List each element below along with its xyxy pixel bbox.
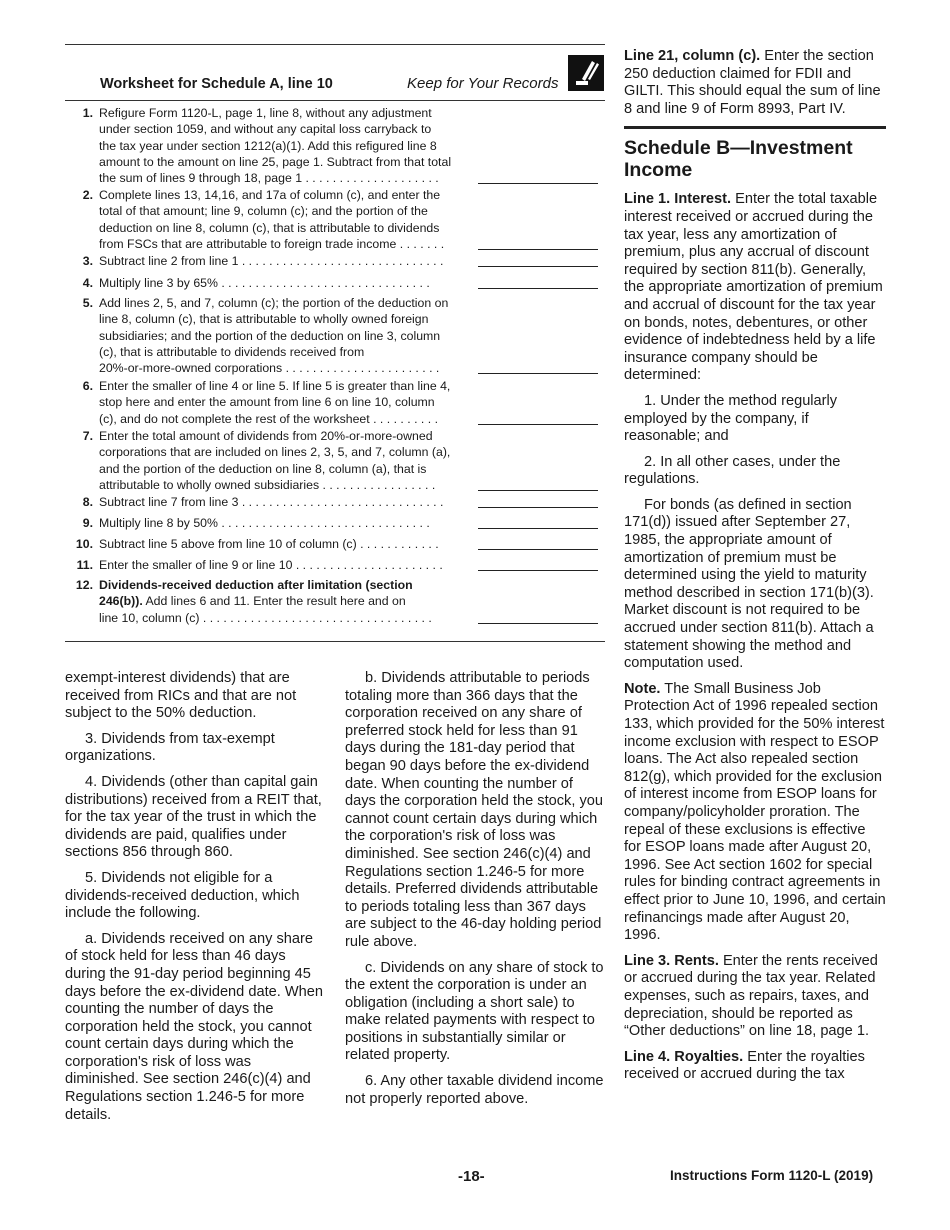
answer-field[interactable] — [478, 490, 598, 491]
line3-paragraph — [624, 953, 886, 1041]
line-number: 8. — [82, 495, 93, 509]
answer-field[interactable] — [478, 249, 598, 250]
line-number: 2. — [82, 188, 93, 202]
line-number: 11. — [76, 558, 93, 572]
line4-lead: Line 4. Royalties. — [624, 1048, 744, 1065]
paragraph: 4. Dividends (other than capital gain distributions) received from a REIT that, for the tax year of the trust in which the dividends are paid, qualifies under sections 856 through 860. — [65, 773, 322, 861]
worksheet-header-rule — [65, 100, 605, 101]
line-text: Subtract line 7 from line 3 . . . . . . . . . . . . . . . . . . . . . . . . . . . . . . — [99, 495, 444, 509]
paragraph: a. Dividends received on any share of stock held for less than 46 days during the 91-day period beginning 45 days before the ex-dividend date. When counting the number of days the corporation held the stock, you cannot count certain days during which the corporation's risk of loss was diminished. See section 246(c)(4) and Regulations section 1.246-5 for more details. — [65, 930, 323, 1123]
line1-text: Enter the total taxable interest received or accrued during the tax year, less any amortization of premium, plus any accrual of discount required by section 811(b). Generally, the appropriate amortization of premium and accrual of discount for the tax year on bonds, notes, debentures, or other evidence of indebtedness held by a life insurance company should be determined: — [624, 191, 883, 384]
keep-records-label: Keep for Your Records — [407, 75, 559, 92]
worksheet — [65, 44, 605, 642]
line-number: 12. — [75, 578, 93, 592]
line-number: 5. — [82, 296, 93, 310]
page-number: -18- — [458, 1168, 485, 1185]
line3-lead: Line 3. Rents. — [624, 952, 719, 969]
note-paragraph — [624, 681, 886, 945]
line1-lead: Line 1. Interest. — [624, 191, 732, 208]
line-number: 4. — [82, 276, 93, 290]
list-item-2: 2. In all other cases, under the regulations. — [624, 453, 841, 488]
answer-field[interactable] — [478, 570, 598, 571]
paragraph: b. Dividends attributable to periods totaling more than 366 days that the corporation received on any share of preferred stock held for less than 91 days during the 181-day period that began 90 days before the ex-dividend date. When counting the number of days the corporation held the stock, you cannot count certain days during which the corporation's risk of loss was diminished. See section 246(c)(4) and Regulations section 1.246-5 for more details. Preferred dividends attributable to periods totaling less than 367 days are subject to the 46-day holding period rule above. — [345, 670, 603, 950]
line-text: Refigure Form 1120-L, page 1, line 8, without any adjustment under section 1059, and without any capital loss carryback to the tax year under section 1212(a)(1). Add this refigured line 8 amount to the amount on line 25, page 1. Subtract from that total the sum of lines 9 through 18, page 1 . . . . . . . . . . . . . . . . . . . . — [99, 106, 452, 186]
line-text: Enter the total amount of dividends from 20%-or-more-owned corporations that are included on lines 2, 3, 5, and 7, column (a), and the portion of the deduction on line 8, column (a), that is attributable to wholly owned subsidiaries . . . . . . . . . . . . . . . . . — [99, 429, 451, 492]
worksheet-header — [65, 45, 605, 97]
line-text: Subtract line 2 from line 1 . . . . . . . . . . . . . . . . . . . . . . . . . . . . . . — [99, 254, 444, 268]
answer-field[interactable] — [478, 183, 598, 184]
answer-field[interactable] — [478, 507, 598, 508]
line-text: Subtract line 5 above from line 10 of column (c) . . . . . . . . . . . . — [99, 537, 439, 551]
line-text — [99, 577, 471, 626]
line-text: Multiply line 8 by 50% . . . . . . . . . . . . . . . . . . . . . . . . . . . . . . . — [99, 516, 430, 530]
line21-paragraph — [624, 48, 886, 118]
answer-field[interactable] — [478, 424, 598, 425]
answer-field[interactable] — [478, 266, 598, 267]
line-text-bold: Dividends-received deduction after limitation (section 246(b)). — [99, 578, 413, 609]
line-text-rest: Add lines 6 and 11. Enter the result here and on line 10, column (c) . . . . . . . . . . . . . . . . . . . . . . . . . . . . . . . . . . — [99, 594, 432, 625]
line-number: 10. — [75, 537, 93, 551]
line-number: 7. — [82, 429, 93, 443]
records-keeper-icon — [568, 55, 604, 91]
line21-lead: Line 21, column (c). — [624, 48, 761, 64]
left-column — [65, 670, 323, 1132]
note-lead: Note. — [624, 680, 661, 697]
list-item-1: 1. Under the method regularly employed by the company, if reasonable; and — [624, 392, 838, 445]
line-text: Enter the smaller of line 9 or line 10 . . . . . . . . . . . . . . . . . . . . . . — [99, 558, 443, 572]
line-number: 9. — [82, 516, 93, 530]
bonds-paragraph: For bonds (as defined in section 171(d)) issued after September 27, 1985, the appropriate amount of amortization of premium must be determined using the yield to maturity method described in section 171(b)(3). Market discount is not required to be accrued under section 811(b). Attach a statement showing the method and computation used. — [624, 496, 874, 672]
paragraph: 3. Dividends from tax-exempt organizations. — [65, 730, 275, 765]
section-rule — [624, 126, 886, 129]
note-text: The Small Business Job Protection Act of 1996 repealed section 133, which provided for the 50% interest income exclusion with respect to ESOP loans. The Act also repealed section 812(g), which provided for the exclusion of interest income from ESOP loans for company/policyholder proration. The repeal of these exclusions is effective for ESOP loans made after August 20, 1996. See Act section 1602 for special rules for binding contract agreements in effect prior to June 10, 1996, and certain refinancings made after August 20, 1996. — [624, 680, 886, 944]
form-name: Instructions Form 1120-L (2019) — [670, 1168, 874, 1183]
line-text: Complete lines 13, 14,16, and 17a of column (c), and enter the total of that amount; line 9, column (c); and the portion of the deduction on line 8, column (c), that is attributable to dividends from FSCs that are attributable to foreign trade income . . . . . . . — [99, 188, 445, 251]
line-number: 3. — [82, 254, 93, 268]
line4-paragraph — [624, 1049, 886, 1084]
answer-field[interactable] — [478, 549, 598, 550]
schedule-b-heading: Schedule B—Investment Income — [624, 137, 853, 182]
answer-field[interactable] — [478, 623, 598, 624]
line3-text: Enter the rents received or accrued during the tax year. Related expenses, such as repairs, taxes, and depreciation, should be reported as “Other deductions” on line 18, page 1. — [624, 952, 878, 1040]
answer-field[interactable] — [478, 528, 598, 529]
right-column — [624, 48, 886, 1092]
paragraph: exempt-interest dividends) that are received from RICs and that are not subject to the 50% deduction. — [65, 670, 297, 722]
line-number: 1. — [82, 106, 93, 120]
line-text: Enter the smaller of line 4 or line 5. If line 5 is greater than line 4, stop here and enter the amount from line 6 on line 10, column (c), and do not complete the rest of the worksheet . . . . . . . . . . — [99, 379, 451, 426]
paragraph: c. Dividends on any share of stock to the extent the corporation is under an obligation (including a short sale) to make related payments with respect to positions in substantially similar or related property. — [345, 959, 604, 1064]
line-number: 6. — [82, 379, 93, 393]
paragraph: 5. Dividends not eligible for a dividends-received deduction, which include the following. — [65, 869, 300, 922]
line1-paragraph — [624, 191, 886, 385]
paragraph: 6. Any other taxable dividend income not properly reported above. — [345, 1073, 604, 1107]
answer-field[interactable] — [478, 373, 598, 374]
line4-text: Enter the royalties received or accrued during the tax — [624, 1048, 865, 1083]
answer-field[interactable] — [478, 288, 598, 289]
line21-text: Enter the section 250 deduction claimed for FDII and GILTI. This should equal the sum of line 8 and line 9 of Form 8993, Part IV. — [624, 48, 881, 117]
line-text: Multiply line 3 by 65% . . . . . . . . . . . . . . . . . . . . . . . . . . . . . . . — [99, 276, 430, 290]
worksheet-title: Worksheet for Schedule A, line 10 — [100, 76, 333, 92]
line-text: Add lines 2, 5, and 7, column (c); the portion of the deduction on line 8, column (c), that is attributable to wholly owned foreign subsidiaries; and the portion of the deduction on line 3, column (c), that is attributable to dividends received from 20%-or-more-owned corporations . . . . . . . . . . . . . . . . . . . . . . . — [99, 296, 449, 376]
middle-column — [345, 670, 607, 1116]
